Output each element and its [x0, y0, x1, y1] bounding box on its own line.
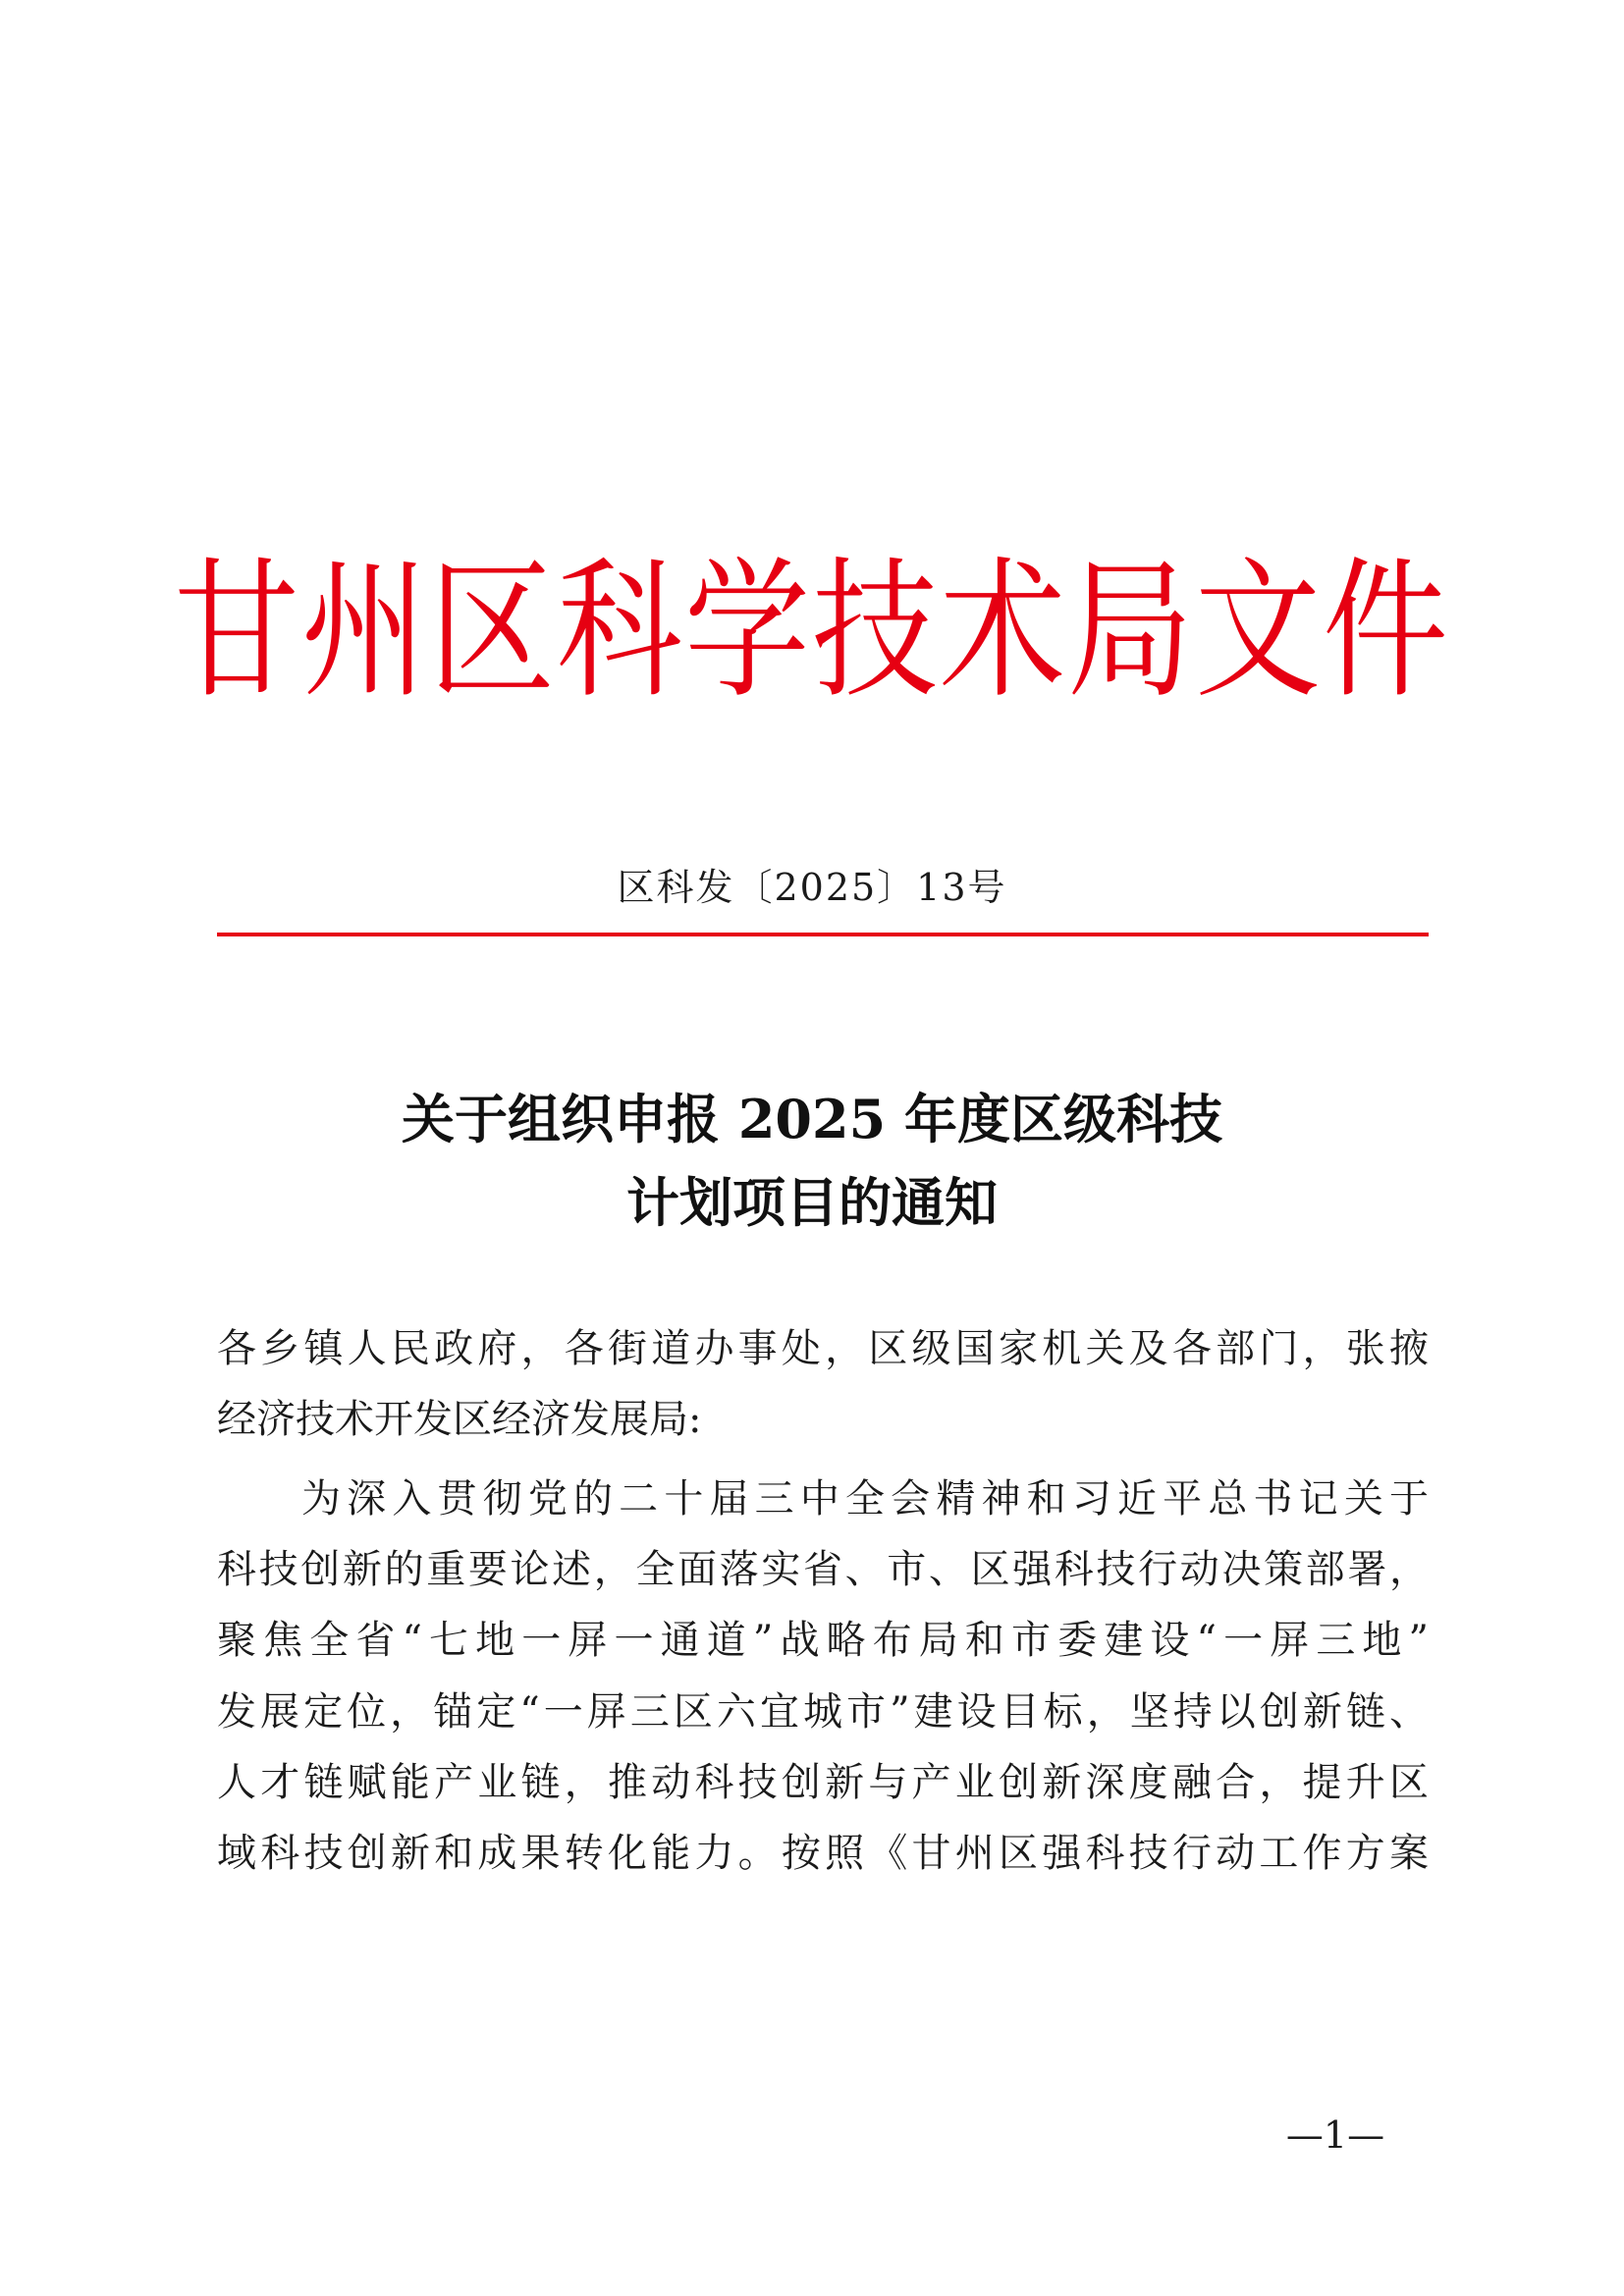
addressee-line-2: 经济技术开发区经济发展局: — [217, 1397, 702, 1442]
body-paragraph-line-1: 为深入贯彻党的二十届三中全会精神和习近平总书记关于 — [301, 1476, 1429, 1522]
document-number: 区科发〔2025〕13号 — [617, 866, 1007, 909]
body-paragraph-line-4: 发展定位，锚定“一屏三区六宜城市”建设目标，坚持以创新链、 — [217, 1689, 1429, 1735]
issuer-masthead: 甘州区科学技术局文件 — [173, 544, 1450, 720]
body-paragraph-line-2: 科技创新的重要论述，全面落实省、市、区强科技行动决策部署， — [217, 1547, 1429, 1592]
body-paragraph-line-6: 域科技创新和成果转化能力。按照《甘州区强科技行动工作方案 — [217, 1831, 1429, 1876]
red-separator-line — [217, 933, 1429, 936]
page-number: —1— — [1285, 2113, 1385, 2157]
notice-title-line-2: 计划项目的通知 — [626, 1171, 998, 1234]
notice-title-line-1: 关于组织申报 2025 年度区级科技 — [402, 1088, 1222, 1150]
body-paragraph-line-3: 聚焦全省“七地一屏一通道”战略布局和市委建设“一屏三地” — [217, 1618, 1429, 1663]
addressee-line-1: 各乡镇人民政府，各街道办事处，区级国家机关及各部门，张掖 — [217, 1326, 1429, 1371]
body-paragraph-line-5: 人才链赋能产业链，推动科技创新与产业创新深度融合，提升区 — [217, 1760, 1429, 1805]
